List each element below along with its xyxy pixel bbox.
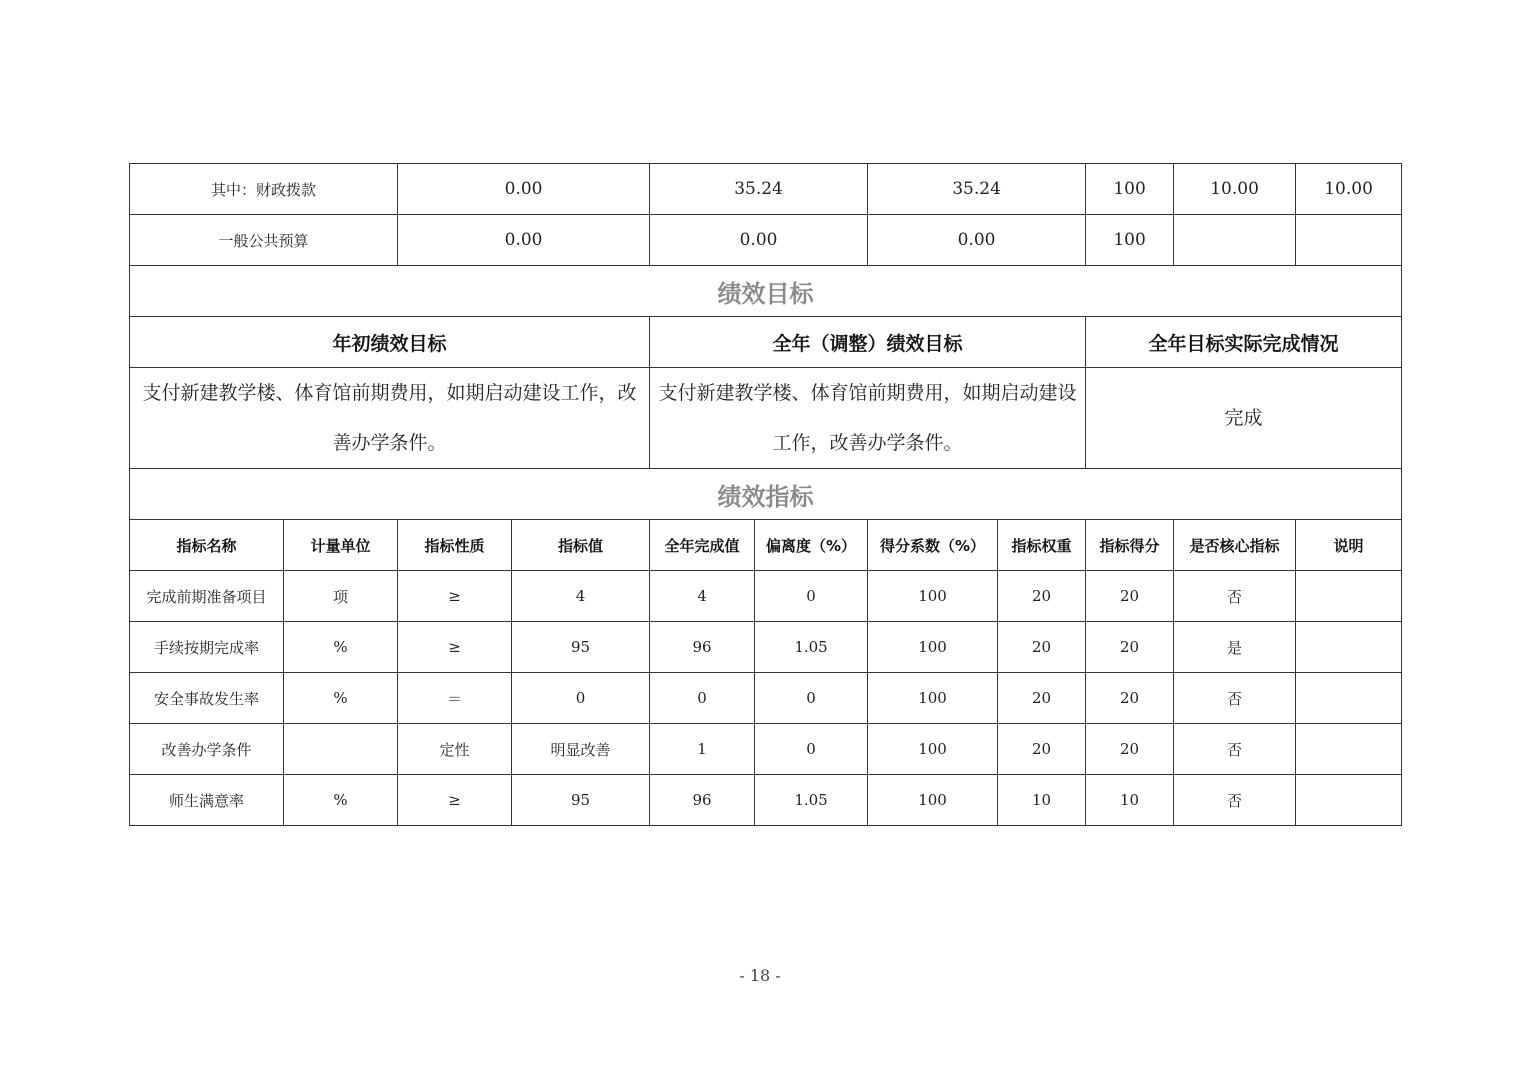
indicator-cell: 1.05 [755, 775, 868, 826]
indicator-cell: 否 [1174, 571, 1296, 622]
indicator-cell: % [284, 673, 398, 724]
finance-cell: 0.00 [868, 215, 1086, 266]
indicator-cell: 95 [512, 622, 650, 673]
indicator-cell: 否 [1174, 673, 1296, 724]
indicator-cell: 否 [1174, 775, 1296, 826]
indicator-cell: 0 [755, 724, 868, 775]
column-header: 偏离度（%） [755, 520, 868, 571]
indicator-cell: 否 [1174, 724, 1296, 775]
indicator-cell: 96 [650, 775, 755, 826]
indicator-cell: 师生满意率 [130, 775, 284, 826]
indicator-cell: 明显改善 [512, 724, 650, 775]
finance-row [130, 215, 1402, 266]
indicator-cell [1296, 775, 1402, 826]
indicator-cell: 100 [868, 622, 998, 673]
table-row [130, 673, 1402, 724]
table-row [130, 571, 1402, 622]
indicator-cell: ＝ [398, 673, 512, 724]
indicator-cell: 20 [1086, 571, 1174, 622]
column-header: 得分系数（%） [868, 520, 998, 571]
indicator-cell: 定性 [398, 724, 512, 775]
finance-row-label: 其中：财政拨款 [130, 164, 398, 215]
adjusted-goal-text: 支付新建教学楼、体育馆前期费用，如期启动建设工作，改善办学条件。 [650, 368, 1086, 469]
indicator-cell: 完成前期准备项目 [130, 571, 284, 622]
column-header: 指标得分 [1086, 520, 1174, 571]
indicator-cell: 100 [868, 775, 998, 826]
finance-cell: 0.00 [650, 215, 868, 266]
finance-cell: 35.24 [650, 164, 868, 215]
indicator-cell: 10 [1086, 775, 1174, 826]
finance-cell: 100 [1086, 164, 1174, 215]
indicator-cell [1296, 622, 1402, 673]
initial-goal-header: 年初绩效目标 [130, 317, 650, 368]
indicator-cell: 0 [755, 673, 868, 724]
indicator-cell: 0 [512, 673, 650, 724]
indicator-cell: % [284, 622, 398, 673]
finance-cell: 0.00 [398, 215, 650, 266]
indicator-cell: 20 [998, 571, 1086, 622]
indicator-cell: 100 [868, 724, 998, 775]
indicator-cell: 0 [650, 673, 755, 724]
finance-cell: 10.00 [1296, 164, 1402, 215]
indicator-cell: 10 [998, 775, 1086, 826]
indicator-cell: 1.05 [755, 622, 868, 673]
indicator-cell: 20 [998, 622, 1086, 673]
column-header: 说明 [1296, 520, 1402, 571]
finance-cell [1296, 215, 1402, 266]
indicator-cell: 1 [650, 724, 755, 775]
column-header: 计量单位 [284, 520, 398, 571]
indicator-cell: 100 [868, 673, 998, 724]
goals-section-row [130, 266, 1402, 317]
indicator-cell [1296, 571, 1402, 622]
column-header: 指标权重 [998, 520, 1086, 571]
initial-goal-text: 支付新建教学楼、体育馆前期费用，如期启动建设工作，改善办学条件。 [130, 368, 650, 469]
indicator-cell: 20 [1086, 622, 1174, 673]
indicator-cell: 改善办学条件 [130, 724, 284, 775]
finance-cell: 0.00 [398, 164, 650, 215]
indicator-cell: 96 [650, 622, 755, 673]
column-header: 是否核心指标 [1174, 520, 1296, 571]
table-row [130, 775, 1402, 826]
goals-section-title: 绩效目标 [130, 266, 1402, 317]
indicator-cell: 20 [998, 673, 1086, 724]
indicator-cell: 4 [512, 571, 650, 622]
indicator-cell: ≥ [398, 775, 512, 826]
finance-cell [1174, 215, 1296, 266]
indicator-cell: 4 [650, 571, 755, 622]
table-row [130, 622, 1402, 673]
actual-status-text: 完成 [1086, 368, 1402, 469]
indicator-cell: % [284, 775, 398, 826]
indicator-cell: 手续按期完成率 [130, 622, 284, 673]
indicators-section-row [130, 469, 1402, 520]
indicator-cell: ≥ [398, 571, 512, 622]
actual-status-header: 全年目标实际完成情况 [1086, 317, 1402, 368]
column-header: 指标名称 [130, 520, 284, 571]
indicators-header-row [130, 520, 1402, 571]
finance-row-label: 一般公共预算 [130, 215, 398, 266]
finance-row [130, 164, 1402, 215]
column-header: 全年完成值 [650, 520, 755, 571]
adjusted-goal-header: 全年（调整）绩效目标 [650, 317, 1086, 368]
finance-cell: 35.24 [868, 164, 1086, 215]
goals-content-row [130, 368, 1402, 469]
indicator-cell: 项 [284, 571, 398, 622]
finance-cell: 100 [1086, 215, 1174, 266]
indicator-cell: 100 [868, 571, 998, 622]
column-header: 指标值 [512, 520, 650, 571]
column-header: 指标性质 [398, 520, 512, 571]
indicator-cell: ≥ [398, 622, 512, 673]
goals-header-row [130, 317, 1402, 368]
performance-table [129, 163, 1402, 826]
indicator-cell: 95 [512, 775, 650, 826]
indicator-cell: 安全事故发生率 [130, 673, 284, 724]
finance-cell: 10.00 [1174, 164, 1296, 215]
indicator-cell [1296, 724, 1402, 775]
table-row [130, 724, 1402, 775]
indicator-cell: 20 [998, 724, 1086, 775]
indicator-cell: 是 [1174, 622, 1296, 673]
indicator-cell: 20 [1086, 724, 1174, 775]
indicator-cell: 0 [755, 571, 868, 622]
indicators-section-title: 绩效指标 [130, 469, 1402, 520]
indicator-cell [284, 724, 398, 775]
indicator-cell: 20 [1086, 673, 1174, 724]
page-number: - 18 - [739, 966, 781, 985]
indicator-cell [1296, 673, 1402, 724]
